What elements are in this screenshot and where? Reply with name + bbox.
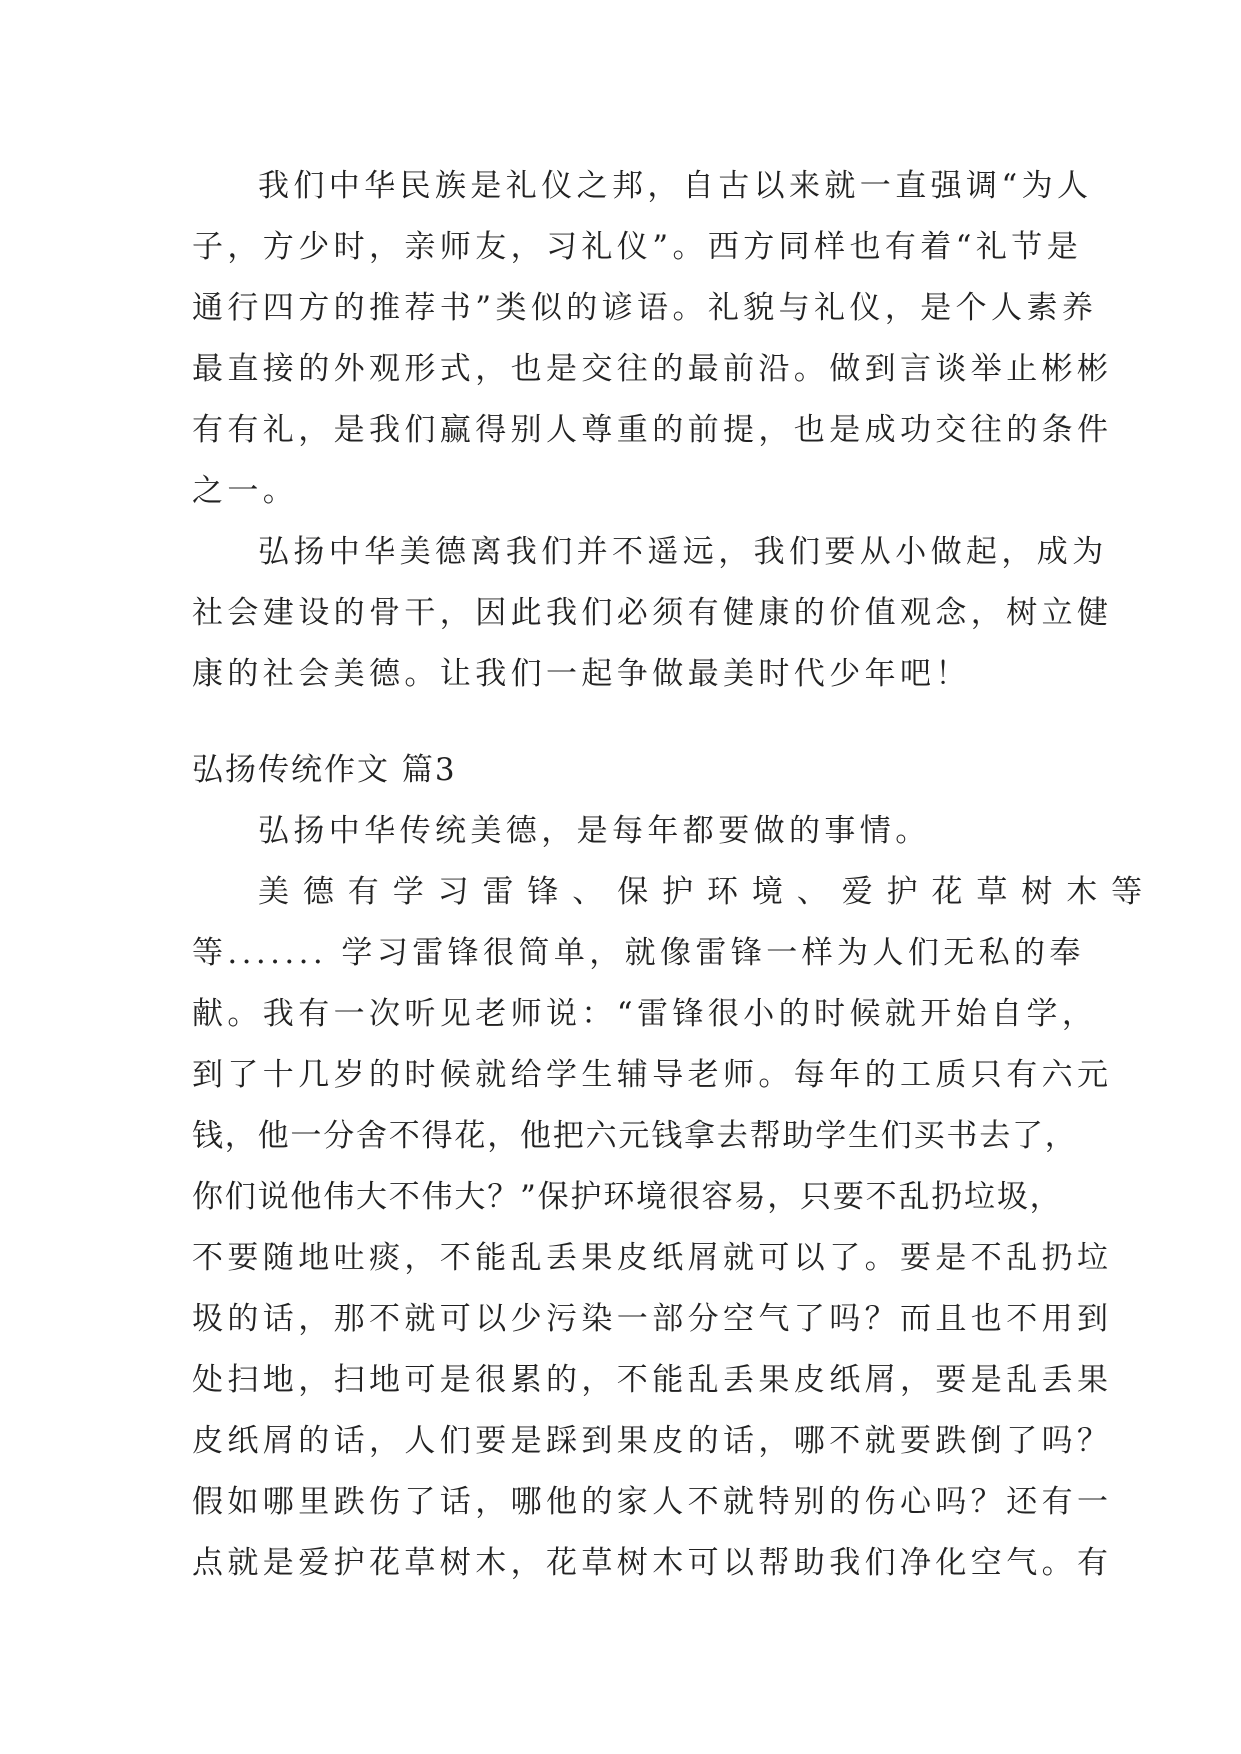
paragraph-1-line-4: 最直接的外观形式，也是交往的最前沿。做到言谈举止彬彬 [192, 351, 1113, 387]
section-paragraph-2-line-5: 钱，他一分舍不得花，他把六元钱拿去帮助学生们买书去了， [192, 1118, 1078, 1154]
paragraph-1-line-2: 子，方少时，亲师友，习礼仪”。西方同样也有着“礼节是 [192, 229, 1083, 265]
section-paragraph-2-line-10: 皮纸屑的话，人们要是踩到果皮的话，哪不就要跌倒了吗？ [192, 1423, 1113, 1459]
section-paragraph-2-line-12: 点就是爱护花草树木，花草树木可以帮助我们净化空气。有 [192, 1545, 1113, 1581]
section-paragraph-2-line-7: 不要随地吐痰，不能乱丢果皮纸屑就可以了。要是不乱扔垃 [192, 1240, 1113, 1276]
paragraph-1-line-1: 我们中华民族是礼仪之邦，自古以来就一直强调“为人 [258, 168, 1093, 204]
section-title: 弘扬传统作文 篇3 [192, 752, 457, 788]
paragraph-2-line-1: 弘扬中华美德离我们并不遥远，我们要从小做起，成为 [258, 534, 1108, 570]
section-paragraph-2-line-8: 圾的话，那不就可以少污染一部分空气了吗？而且也不用到 [192, 1301, 1113, 1337]
paragraph-2-line-2: 社会建设的骨干，因此我们必须有健康的价值观念，树立健 [192, 595, 1113, 631]
paragraph-1-line-6: 之一。 [192, 473, 299, 509]
section-paragraph-2-line-6: 你们说他伟大不伟大？”保护环境很容易，只要不乱扔垃圾， [192, 1179, 1063, 1215]
section-paragraph-2-line-9: 处扫地，扫地可是很累的，不能乱丢果皮纸屑，要是乱丢果 [192, 1362, 1113, 1398]
section-paragraph-2-line-4: 到了十几岁的时候就给学生辅导老师。每年的工质只有六元 [192, 1057, 1113, 1093]
paragraph-2-line-3: 康的社会美德。让我们一起争做最美时代少年吧！ [192, 656, 971, 692]
section-paragraph-1-line-1: 弘扬中华传统美德，是每年都要做的事情。 [258, 813, 931, 849]
section-paragraph-2-line-1: 美德有学习雷锋、保护环境、爱护花草树木等 [258, 874, 1156, 910]
paragraph-1-line-5: 有有礼，是我们赢得别人尊重的前提，也是成功交往的条件 [192, 412, 1113, 448]
section-paragraph-2-line-2: 等....... 学习雷锋很简单，就像雷锋一样为人们无私的奉 [192, 935, 1085, 971]
section-paragraph-2-line-3: 献。我有一次听见老师说：“雷锋很小的时候就开始自学， [192, 996, 1098, 1032]
section-paragraph-2-line-11: 假如哪里跌伤了话，哪他的家人不就特别的伤心吗？还有一 [192, 1484, 1113, 1520]
paragraph-1-line-3: 通行四方的推荐书”类似的谚语。礼貌与礼仪，是个人素养 [192, 290, 1098, 326]
